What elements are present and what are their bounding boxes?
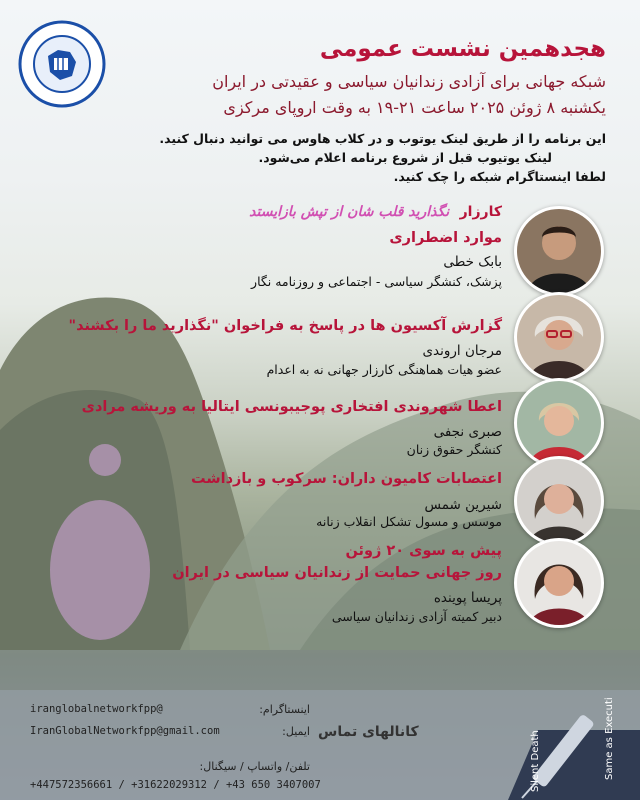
campaign-line [249, 204, 502, 220]
speaker-2-name: مرجان اروندی [422, 343, 502, 359]
speaker-5-avatar [514, 538, 604, 628]
speaker-3-avatar [514, 378, 604, 468]
speaker-2-role: عضو هیات هماهنگی کارزار جهانی نه به اعدام [266, 362, 502, 377]
speaker-1-avatar [514, 206, 604, 296]
phone-numbers[interactable]: +447572356661 / +31622029312 / +43 650 3407007 [30, 779, 321, 791]
speaker-1-topic: موارد اضطراری [389, 230, 502, 246]
speaker-4-avatar [514, 456, 604, 546]
speaker-2-topic: گزارش آکسیون ها در پاسخ به فراخوان "نگذارید ما را بکشند" [68, 318, 502, 334]
speaker-5-role: دبیر کمیته آزادی زندانیان سیاسی [331, 609, 502, 624]
network-logo [18, 20, 106, 108]
organization-name: شبکه جهانی برای آزادی زندانیان سیاسی و عقیدتی در ایران [212, 72, 606, 91]
speaker-1-role: پزشک، کنشگر سیاسی - اجتماعی و روزنامه نگار [251, 274, 502, 289]
campaign-label: کارزار [459, 204, 502, 220]
speaker-3-name: صبری نجفی [433, 424, 502, 440]
note-youtube-link: لینک یوتیوب قبل از شروع برنامه اعلام می‌شود. [258, 150, 552, 165]
phone-label: تلفن/ واتساپ / سیگنال: [199, 760, 310, 773]
speaker-5-name: پریسا پوینده [433, 590, 502, 606]
speaker-5-topic-line2: روز جهانی حمایت از زندانیان سیاسی در ایران [172, 565, 502, 581]
note-youtube-clubhouse: این برنامه را از طریق لینک یوتوب و در کلاب هاوس می توانید دنبال کنید. [159, 131, 606, 146]
speaker-4-name: شیرین شمس [424, 497, 502, 513]
email-address[interactable]: IranGlobalNetworkfpp@gmail.com [30, 725, 220, 737]
speaker-4-topic: اعتصابات کامیون داران: سرکوب و بازداشت [190, 471, 502, 487]
contact-channels-title: کانالهای تماس [318, 724, 419, 740]
event-datetime: یکشنبه ۸ ژوئن ۲۰۲۵ ساعت ۲۱-۱۹ به وقت اروپای مرکزی [223, 98, 606, 117]
speaker-3-topic: اعطا شهروندی افتخاری پوجیبونسی ایتالیا به وریشه مرادی [81, 399, 502, 415]
note-instagram: لطفا اینستاگرام شبکه را چک کنید. [393, 169, 606, 184]
email-label: ایمیل: [282, 725, 310, 738]
instagram-label: اینستاگرام: [259, 703, 310, 716]
stamp-same-as-execution: Same as Executi [604, 697, 615, 780]
speaker-1-name: بابک خطی [443, 254, 502, 270]
instagram-handle[interactable]: iranglobalnetworkfpp@ [30, 703, 163, 715]
page-title: هجدهمین نشست عمومی [319, 36, 606, 62]
syringe-icon [508, 690, 640, 800]
speaker-4-role: موسس و مسول تشکل انقلاب زنانه [316, 514, 502, 529]
speaker-3-role: کنشگر حقوق زنان [406, 442, 502, 457]
speaker-2-avatar [514, 292, 604, 382]
campaign-slogan: نگذارید قلب شان از تپش بازایستد [249, 204, 450, 220]
stamp-silent-death: Silent Death [530, 730, 541, 792]
speaker-5-topic: پیش به سوی ۲۰ ژوئن [345, 543, 502, 559]
